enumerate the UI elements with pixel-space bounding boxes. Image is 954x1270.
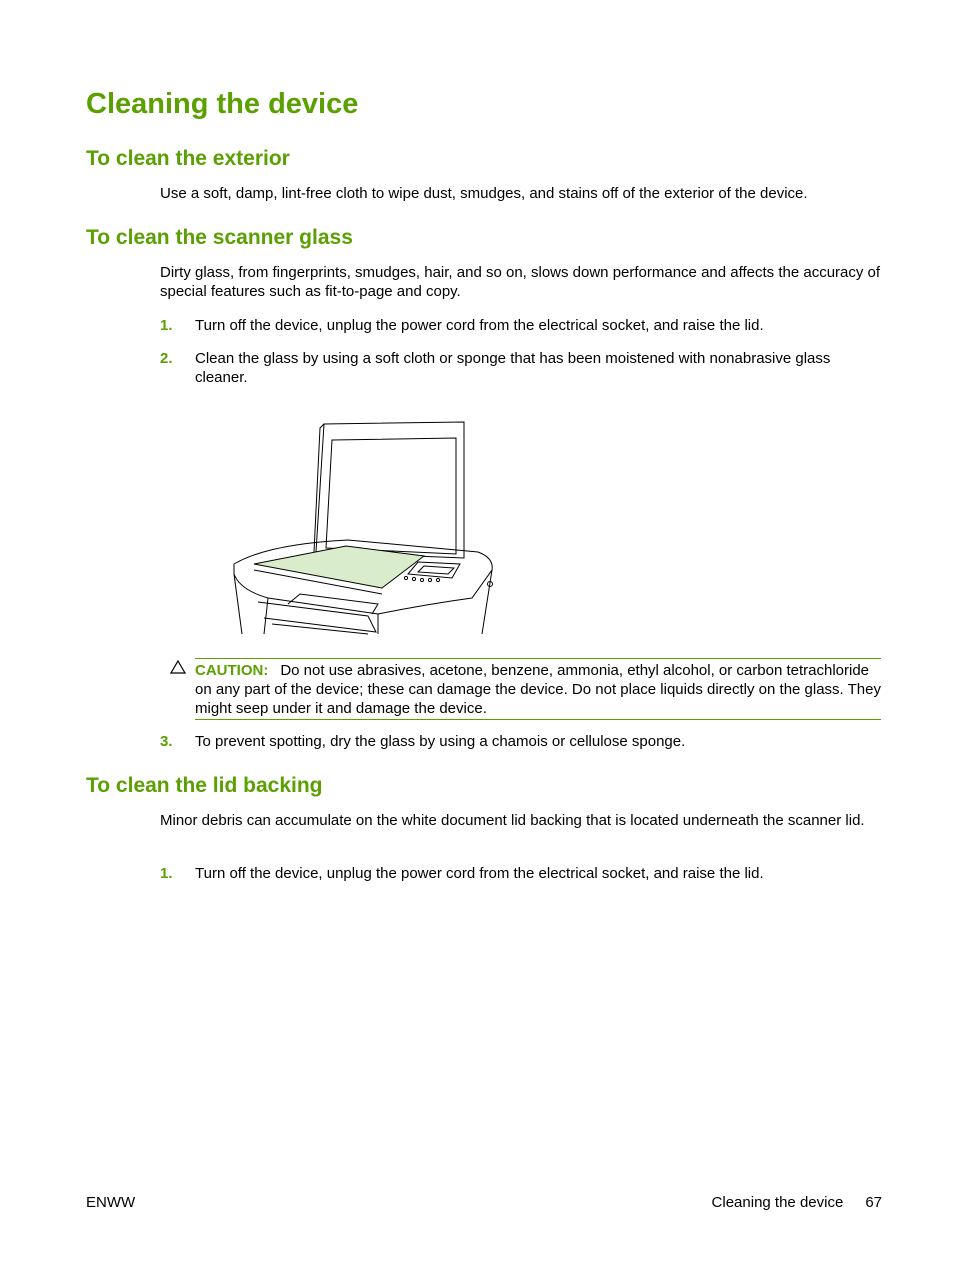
footer-right: [712, 1194, 882, 1211]
caution-triangle-icon: [170, 660, 186, 674]
heading-scanner-glass: To clean the scanner glass: [86, 226, 353, 249]
lid-backing-body: Minor debris can accumulate on the white document lid backing that is located underneath the scanner lid.: [160, 812, 865, 829]
heading-exterior: To clean the exterior: [86, 147, 290, 170]
exterior-body: Use a soft, damp, lint-free cloth to wipe dust, smudges, and stains off of the exterior of the device.: [160, 185, 808, 202]
step-number: 1.: [160, 865, 173, 882]
heading-lid-backing: To clean the lid backing: [86, 774, 323, 797]
scanner-glass-body: Dirty glass, from fingerprints, smudges, hair, and so on, slows down performance and affects the accuracy of special features such as fit-to-page and copy.: [160, 264, 881, 300]
caution-text: [195, 661, 885, 718]
caution-message: Do not use abrasives, acetone, benzene, ammonia, ethyl alcohol, or carbon tetrachloride on any part of the device; these can damage the device. Do not place liquids directly on the glass. They might seep under it and damage the device.: [195, 662, 881, 717]
caution-box: [195, 658, 881, 720]
step-text: Clean the glass by using a soft cloth or sponge that has been moistened with nonabrasive glass cleaner.: [195, 350, 831, 386]
footer-left: ENWW: [86, 1194, 136, 1211]
page-number: 67: [865, 1194, 882, 1211]
step-number: 3.: [160, 733, 173, 750]
page-title: Cleaning the device: [86, 88, 359, 120]
footer-section: Cleaning the device: [711, 1194, 844, 1211]
step-text: Turn off the device, unplug the power cord from the electrical socket, and raise the lid.: [195, 317, 764, 334]
step-number: 2.: [160, 350, 173, 367]
step-text: To prevent spotting, dry the glass by using a chamois or cellulose sponge.: [195, 733, 686, 750]
scanner-illustration: [228, 418, 500, 638]
step-text: Turn off the device, unplug the power cord from the electrical socket, and raise the lid.: [195, 865, 764, 882]
step-number: 1.: [160, 317, 173, 334]
caution-label: CAUTION:: [195, 662, 269, 679]
